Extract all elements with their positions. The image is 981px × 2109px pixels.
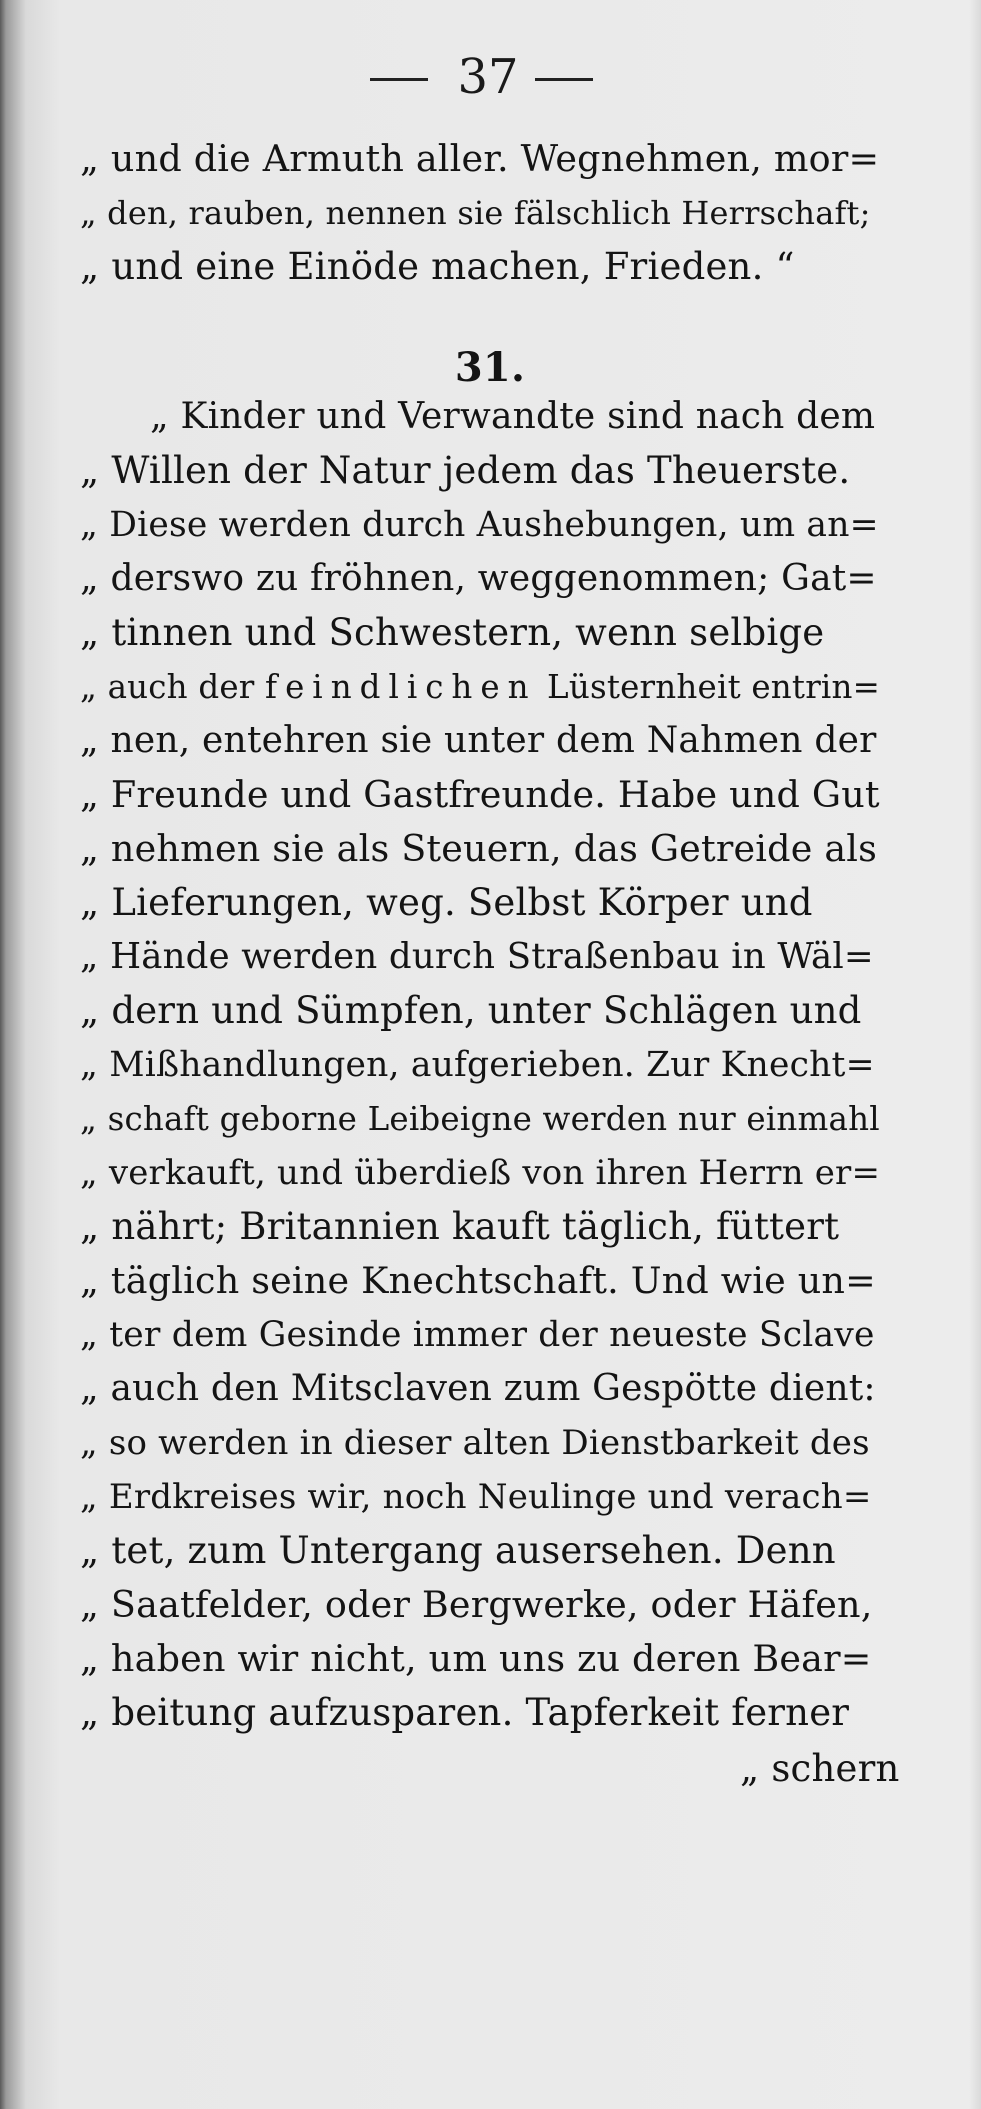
text-line-12: „ dern und Sümpfen, unter Schlägen und	[80, 989, 862, 1032]
text-line-2: „ Willen der Natur jedem das Theuerste.	[80, 449, 851, 492]
text-line-1: „ Kinder und Verwandte sind nach dem	[150, 396, 876, 437]
spaced-emphasis-word: feindlichen	[265, 668, 537, 706]
text-line-22: „ tet, zum Untergang ausersehen. Denn	[80, 1529, 836, 1572]
text-line-13: „ Mißhandlungen, aufgerieben. Zur Knecht=	[80, 1045, 875, 1085]
text-line-9: „ nehmen sie als Steuern, das Getreide als	[80, 827, 878, 870]
text-line-10: „ Lieferungen, weg. Selbst Körper und	[80, 881, 813, 924]
page-edge-shadow	[969, 0, 981, 2109]
text-line-top-3: „ und eine Einöde machen, Frieden. “	[80, 245, 795, 288]
header-dash-right	[535, 78, 593, 81]
text-line-6-end: Lüsternheit entrin=	[536, 668, 881, 706]
text-line-21: „ Erdkreises wir, noch Neulinge und verach=	[80, 1477, 872, 1517]
text-line-11: „ Hände werden durch Straßenbau in Wäl=	[80, 936, 874, 977]
text-line-6	[80, 660, 880, 714]
text-line-17: „ täglich seine Knechtschaft. Und wie un=	[80, 1259, 876, 1302]
text-line-25: „ beitung aufzusparen. Tapferkeit ferner	[80, 1691, 850, 1734]
text-line-14: „ schaft geborne Leibeigne werden nur einmahl	[80, 1100, 880, 1138]
text-line-7: „ nen, entehren sie unter dem Nahmen der	[80, 720, 877, 761]
text-line-16: „ nährt; Britannien kauft täglich, füttert	[80, 1205, 840, 1248]
text-line-top-2: „ den, rauben, nennen sie fälschlich Herrschaft;	[80, 194, 871, 232]
text-line-4: „ derswo zu fröhnen, weggenommen; Gat=	[80, 558, 877, 599]
page-header	[0, 42, 981, 112]
text-line-3: „ Diese werden durch Aushebungen, um an=	[80, 505, 879, 545]
page-number: 37	[457, 49, 519, 105]
text-line-19: „ auch den Mitsclaven zum Gespötte dient:	[80, 1368, 876, 1409]
text-line-5: „ tinnen und Schwestern, wenn selbige	[80, 611, 825, 654]
text-line-top-1: „ und die Armuth aller. Wegnehmen, mor=	[80, 137, 880, 180]
text-line-20: „ so werden in dieser alten Dienstbarkeit des	[80, 1423, 870, 1463]
section-number: 31.	[454, 344, 526, 391]
text-line-15: „ verkauft, und überdieß von ihren Herrn er=	[80, 1153, 881, 1193]
text-line-23: „ Saatfelder, oder Bergwerke, oder Häfen,	[80, 1583, 873, 1626]
text-line-24: „ haben wir nicht, um uns zu deren Bear=	[80, 1637, 872, 1680]
text-line-8: „ Freunde und Gastfreunde. Habe und Gut	[80, 773, 880, 816]
text-line-6-start: „ auch der	[80, 668, 266, 706]
header-dash-left	[370, 78, 428, 81]
text-line-18: „ ter dem Gesinde immer der neueste Sclave	[80, 1315, 875, 1355]
catchword: „ schern	[740, 1747, 900, 1790]
